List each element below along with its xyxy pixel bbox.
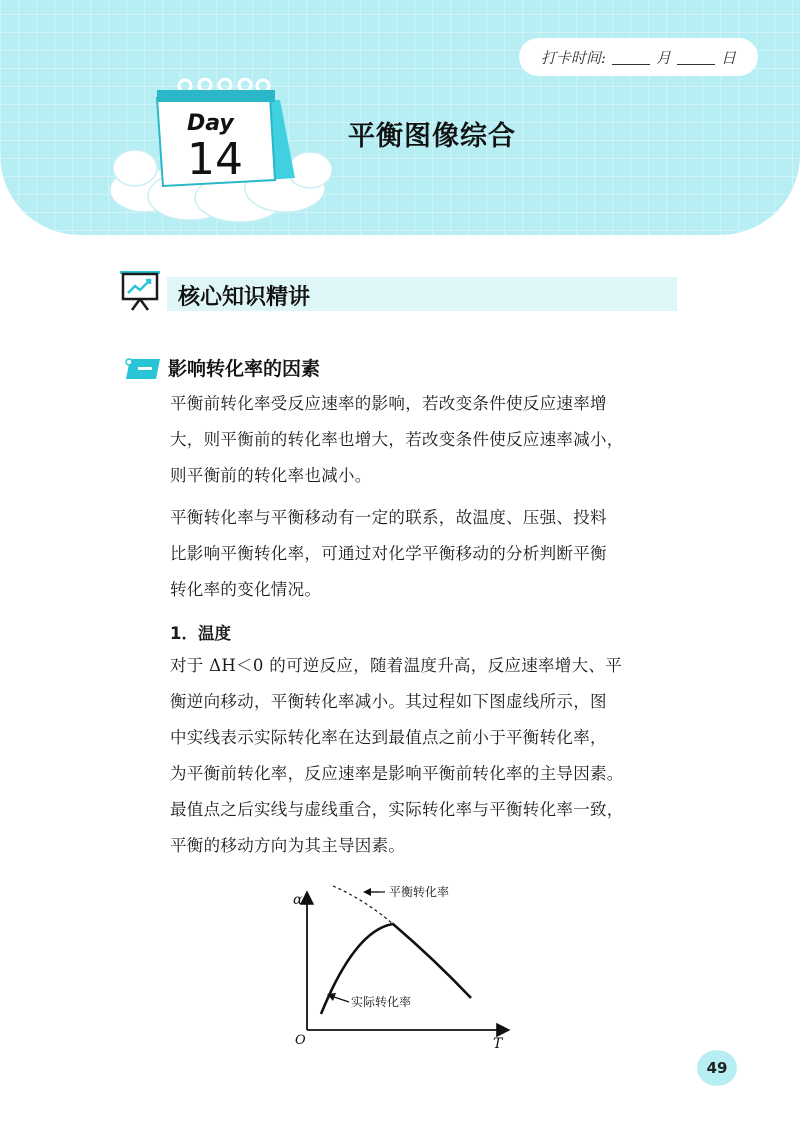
origin-label: O bbox=[295, 1033, 306, 1048]
paragraph-line: 中实线表示实际转化率在达到最值点之前小于平衡转化率， bbox=[170, 728, 607, 747]
paragraph-1 bbox=[170, 386, 690, 494]
day-calendar-badge bbox=[105, 78, 335, 228]
equilibrium-curve bbox=[333, 886, 471, 998]
y-axis-label: α bbox=[293, 892, 303, 908]
month-blank bbox=[612, 50, 650, 65]
page-header bbox=[0, 0, 800, 240]
actual-label: 实际转化率 bbox=[351, 995, 412, 1009]
page-number: 49 bbox=[697, 1050, 737, 1086]
paragraph-line: 最值点之后实线与虚线重合，实际转化率与平衡转化率一致， bbox=[170, 800, 624, 819]
calendar-cloud-icon bbox=[105, 78, 335, 228]
subsection-badge bbox=[124, 357, 162, 381]
paragraph-line: 对于 ΔH＜0 的可逆反应，随着温度升高，反应速率增大、平 bbox=[170, 656, 622, 675]
temperature-paragraph bbox=[170, 648, 690, 864]
x-axis-label: T bbox=[493, 1036, 503, 1052]
day-word: Day bbox=[187, 111, 234, 136]
equilibrium-label: 平衡转化率 bbox=[389, 885, 450, 899]
paragraph-line: 平衡的移动方向为其主导因素。 bbox=[170, 836, 406, 855]
page-title: 平衡图像综合 bbox=[348, 121, 516, 152]
paragraph-line: 比影响平衡转化率，可通过对化学平衡移动的分析判断平衡 bbox=[170, 544, 607, 563]
subsection-title: 影响转化率的因素 bbox=[168, 358, 321, 380]
presentation-board-icon bbox=[118, 268, 162, 314]
temperature-heading: 1．温度 bbox=[170, 624, 231, 643]
month-label: 月 bbox=[655, 48, 671, 67]
paragraph-2 bbox=[170, 500, 690, 608]
paragraph-line: 转化率的变化情况。 bbox=[170, 580, 322, 599]
paragraph-line: 大，则平衡前的转化率也增大，若改变条件使反应速率减小， bbox=[170, 430, 624, 449]
subsection-badge-numeral bbox=[138, 367, 152, 370]
checkin-label: 打卡时间: bbox=[540, 48, 606, 67]
paragraph-line: 平衡前转化率受反应速率的影响，若改变条件使反应速率增 bbox=[170, 394, 607, 413]
day-number: 14 bbox=[187, 134, 243, 185]
day-blank bbox=[677, 50, 715, 65]
checkin-time-box bbox=[519, 38, 758, 76]
paragraph-line: 平衡转化率与平衡移动有一定的联系，故温度、压强、投料 bbox=[170, 508, 607, 527]
day-label: 日 bbox=[720, 48, 736, 67]
paragraph-line: 则平衡前的转化率也减小。 bbox=[170, 466, 372, 485]
paragraph-line: 衡逆向移动，平衡转化率减小。其过程如下图虚线所示，图 bbox=[170, 692, 607, 711]
paragraph-line: 为平衡前转化率，反应速率是影响平衡前转化率的主导因素。 bbox=[170, 764, 624, 783]
conversion-rate-diagram bbox=[285, 880, 525, 1060]
section-title: 核心知识精讲 bbox=[178, 285, 311, 310]
